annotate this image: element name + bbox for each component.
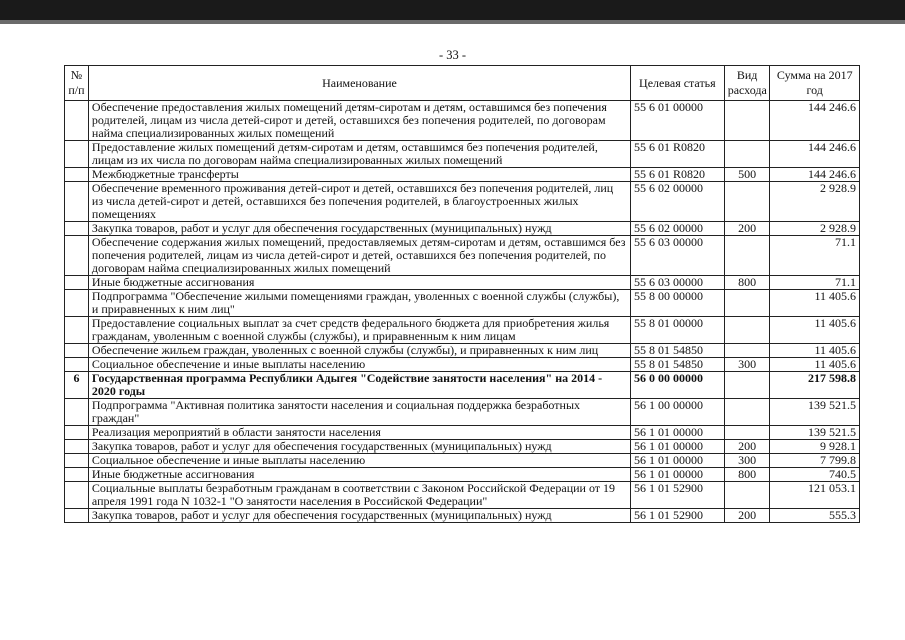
row-name: Межбюджетные трансферты — [88, 168, 630, 182]
table-row — [65, 454, 860, 468]
header-sum: Сумма на 2017 год — [770, 66, 860, 101]
row-target-article: 55 8 01 54850 — [631, 344, 725, 358]
row-target-article: 56 1 00 00000 — [631, 399, 725, 426]
row-name: Обеспечение содержания жилых помещений, предоставляемых детям-сиротам и детям, оставшимся без попечения родителей, лицам из числа детей-сирот и детей, оставшихся без попечения родителей, по договорам найма специализированных жилых помещений — [88, 236, 630, 276]
row-num — [65, 426, 89, 440]
row-num — [65, 290, 89, 317]
row-name: Иные бюджетные ассигнования — [88, 468, 630, 482]
table-row — [65, 426, 860, 440]
row-num — [65, 482, 89, 509]
table-row — [65, 168, 860, 182]
row-target-article: 55 8 01 00000 — [631, 317, 725, 344]
row-sum: 11 405.6 — [770, 317, 860, 344]
row-expense-kind — [724, 344, 770, 358]
table-header-row — [65, 66, 860, 101]
row-sum: 740.5 — [770, 468, 860, 482]
row-sum: 71.1 — [770, 276, 860, 290]
row-target-article: 55 6 01 R0820 — [631, 141, 725, 168]
row-sum: 217 598.8 — [770, 372, 860, 399]
table-row — [65, 358, 860, 372]
row-expense-kind: 300 — [724, 358, 770, 372]
row-num: 6 — [65, 372, 89, 399]
budget-table — [64, 65, 860, 523]
table-row — [65, 101, 860, 141]
row-num — [65, 168, 89, 182]
row-expense-kind — [724, 399, 770, 426]
row-sum: 144 246.6 — [770, 141, 860, 168]
row-expense-kind — [724, 236, 770, 276]
row-sum: 9 928.1 — [770, 440, 860, 454]
table-row — [65, 276, 860, 290]
table-row — [65, 236, 860, 276]
table-row — [65, 344, 860, 358]
row-expense-kind: 200 — [724, 222, 770, 236]
row-expense-kind: 800 — [724, 276, 770, 290]
row-name: Социальное обеспечение и иные выплаты населению — [88, 454, 630, 468]
row-name: Подпрограмма "Обеспечение жилыми помещениями граждан, уволенных с военной службы (службы), и приравненных к ним лиц" — [88, 290, 630, 317]
row-expense-kind: 200 — [724, 440, 770, 454]
row-num — [65, 101, 89, 141]
row-sum: 2 928.9 — [770, 222, 860, 236]
row-target-article: 56 1 01 00000 — [631, 426, 725, 440]
row-num — [65, 141, 89, 168]
row-expense-kind: 300 — [724, 454, 770, 468]
row-num — [65, 182, 89, 222]
row-sum: 11 405.6 — [770, 344, 860, 358]
row-target-article: 56 1 01 00000 — [631, 468, 725, 482]
scan-top-border — [0, 0, 905, 20]
table-row — [65, 182, 860, 222]
row-expense-kind: 200 — [724, 509, 770, 523]
row-expense-kind: 500 — [724, 168, 770, 182]
row-num — [65, 344, 89, 358]
row-num — [65, 454, 89, 468]
row-sum: 71.1 — [770, 236, 860, 276]
row-target-article: 55 8 00 00000 — [631, 290, 725, 317]
table-row — [65, 468, 860, 482]
row-name: Подпрограмма "Активная политика занятости населения и социальная поддержка безработных граждан" — [88, 399, 630, 426]
page-number: - 33 - — [438, 48, 467, 62]
row-target-article: 55 6 03 00000 — [631, 236, 725, 276]
row-expense-kind — [724, 141, 770, 168]
row-sum: 555.3 — [770, 509, 860, 523]
row-sum: 2 928.9 — [770, 182, 860, 222]
row-sum: 11 405.6 — [770, 358, 860, 372]
row-target-article: 56 1 01 52900 — [631, 509, 725, 523]
row-expense-kind — [724, 426, 770, 440]
row-name: Закупка товаров, работ и услуг для обеспечения государственных (муниципальных) нужд — [88, 509, 630, 523]
row-expense-kind — [724, 182, 770, 222]
row-sum: 139 521.5 — [770, 399, 860, 426]
row-name: Предоставление социальных выплат за счет средств федерального бюджета для приобретения жилья гражданам, уволенным с военной службы (службы), и приравненным к ним лицам — [88, 317, 630, 344]
table-row — [65, 222, 860, 236]
table-row — [65, 440, 860, 454]
row-num — [65, 440, 89, 454]
row-num — [65, 399, 89, 426]
row-name: Государственная программа Республики Адыгея "Содействие занятости населения" на 2014 - 2020 годы — [88, 372, 630, 399]
row-name: Предоставление жилых помещений детям-сиротам и детям, оставшимся без попечения родителей, лицам из их числа по договорам найма специализированных жилых помещений — [88, 141, 630, 168]
row-target-article: 55 6 03 00000 — [631, 276, 725, 290]
row-sum: 139 521.5 — [770, 426, 860, 440]
row-name: Социальные выплаты безработным гражданам в соответствии с Законом Российской Федерации от 19 апреля 1991 года N 1032-1 "О занятости населения в Российской Федерации" — [88, 482, 630, 509]
row-num — [65, 222, 89, 236]
row-expense-kind — [724, 101, 770, 141]
row-num — [65, 236, 89, 276]
row-num — [65, 509, 89, 523]
row-name: Обеспечение временного проживания детей-сирот и детей, оставшихся без попечения родителей, лиц из числа детей-сирот и детей, оставшихся без попечения родителей, в благоустроенных жилых помещениях — [88, 182, 630, 222]
row-name: Социальное обеспечение и иные выплаты населению — [88, 358, 630, 372]
table-row — [65, 372, 860, 399]
row-target-article: 55 6 01 00000 — [631, 101, 725, 141]
table-row — [65, 509, 860, 523]
row-sum: 7 799.8 — [770, 454, 860, 468]
row-target-article: 56 1 01 00000 — [631, 440, 725, 454]
row-sum: 144 246.6 — [770, 101, 860, 141]
row-name: Реализация мероприятий в области занятости населения — [88, 426, 630, 440]
row-target-article: 56 0 00 00000 — [631, 372, 725, 399]
table-row — [65, 290, 860, 317]
row-sum: 144 246.6 — [770, 168, 860, 182]
row-target-article: 55 6 02 00000 — [631, 222, 725, 236]
header-kind: Вид расхода — [724, 66, 770, 101]
row-target-article: 55 6 02 00000 — [631, 182, 725, 222]
table-row — [65, 482, 860, 509]
row-name: Закупка товаров, работ и услуг для обеспечения государственных (муниципальных) нужд — [88, 440, 630, 454]
row-expense-kind — [724, 317, 770, 344]
table-row — [65, 141, 860, 168]
row-name: Иные бюджетные ассигнования — [88, 276, 630, 290]
row-expense-kind: 800 — [724, 468, 770, 482]
table-body — [65, 101, 860, 523]
row-name: Закупка товаров, работ и услуг для обеспечения государственных (муниципальных) нужд — [88, 222, 630, 236]
row-num — [65, 358, 89, 372]
header-num: № п/п — [65, 66, 89, 101]
header-name: Наименование — [88, 66, 630, 101]
row-num — [65, 317, 89, 344]
row-num — [65, 276, 89, 290]
row-sum: 121 053.1 — [770, 482, 860, 509]
row-expense-kind — [724, 290, 770, 317]
row-target-article: 55 8 01 54850 — [631, 358, 725, 372]
row-expense-kind — [724, 482, 770, 509]
row-num — [65, 468, 89, 482]
header-target: Целевая статья — [631, 66, 725, 101]
row-expense-kind — [724, 372, 770, 399]
row-target-article: 56 1 01 52900 — [631, 482, 725, 509]
table-row — [65, 399, 860, 426]
row-name: Обеспечение жильем граждан, уволенных с военной службы (службы), и приравненных к ним лиц — [88, 344, 630, 358]
table-row — [65, 317, 860, 344]
row-target-article: 56 1 01 00000 — [631, 454, 725, 468]
row-sum: 11 405.6 — [770, 290, 860, 317]
row-name: Обеспечение предоставления жилых помещений детям-сиротам и детям, оставшимся без попечения родителей, лицам из числа детей-сирот и детей, оставшихся без попечения родителей, по договорам найма специализированных жилых помещений — [88, 101, 630, 141]
row-target-article: 55 6 01 R0820 — [631, 168, 725, 182]
